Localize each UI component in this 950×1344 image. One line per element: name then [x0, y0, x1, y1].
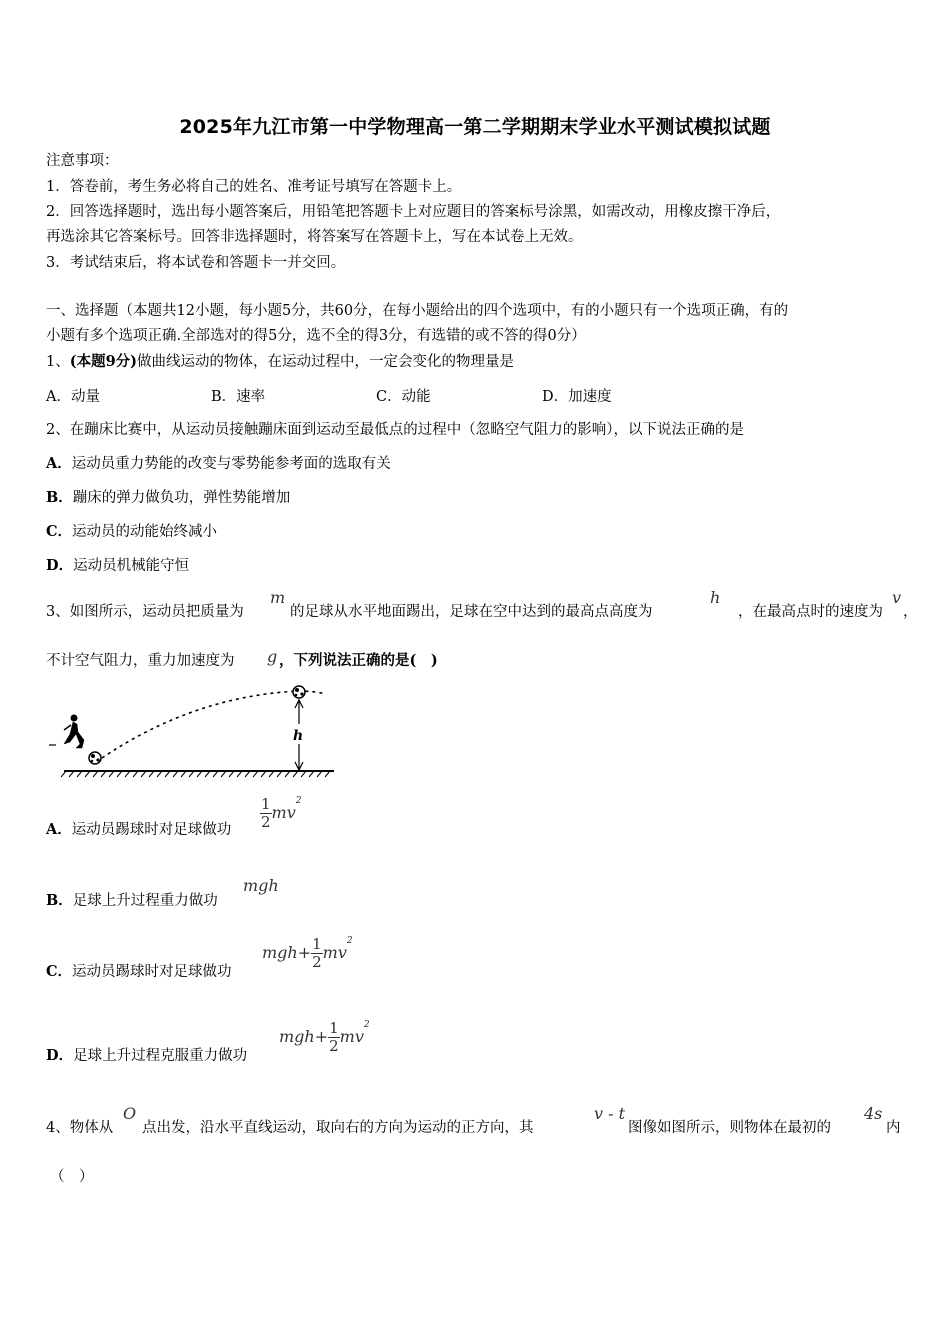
notice-item-3: 3．考试结束后，将本试卷和答题卡一并交回。: [46, 255, 346, 271]
question-4-stem-part4: 内: [886, 1120, 901, 1136]
option-label: C．: [46, 963, 73, 980]
question-2-option-b[interactable]: [46, 488, 290, 508]
option-text: 蹦床的弹力做负功，弹性势能增加: [72, 490, 291, 506]
formula-mv: mv: [339, 1027, 364, 1046]
numerator: 1: [329, 1019, 339, 1037]
formula-d: [279, 1020, 370, 1055]
formula-mv: mv: [271, 803, 296, 822]
question-1-option-b[interactable]: B．速率: [211, 389, 266, 405]
question-1-score: (本题9分): [69, 353, 138, 370]
option-label: D．: [46, 557, 74, 574]
question-3-stem-part1: 3、如图所示，运动员把质量为: [46, 604, 244, 620]
exponent: 2: [295, 796, 302, 806]
denominator: 2: [312, 953, 322, 971]
notice-item-2a: 2．回答选择题时，选出每小题答案后，用铅笔把答题卡上对应题目的答案标号涂黑，如需改动，用橡皮擦干净后，: [46, 204, 781, 220]
question-3-stem-part4: ，: [903, 604, 918, 620]
formula-plus: +: [297, 943, 312, 962]
option-label: A．: [46, 821, 72, 838]
fraction-half: [311, 936, 323, 971]
question-3-figure: [44, 678, 336, 778]
question-3-stem-part3: ，在最高点时的速度为: [738, 604, 883, 620]
option-text: 足球上升过程重力做功: [72, 893, 218, 909]
formula-b: mgh: [243, 876, 279, 895]
formula-mv: mv: [322, 943, 347, 962]
question-2-option-c[interactable]: [46, 522, 217, 542]
option-text: 足球上升过程克服重力做功: [73, 1048, 248, 1064]
question-3-option-b[interactable]: [46, 891, 218, 911]
question-4-answer-blank[interactable]: （ ）: [50, 1169, 94, 1185]
question-4-var-4s: 4s: [864, 1104, 883, 1123]
question-3-var-v: v: [892, 588, 902, 607]
page-title: 2025年九江市第一中学物理高一第二学期期末学业水平测试模拟试题: [179, 116, 771, 138]
question-3-var-m: m: [270, 588, 286, 607]
notice-item-1: 1．答卷前，考生务必将自己的姓名、准考证号填写在答题卡上。: [46, 179, 462, 195]
question-1-number: 1、: [46, 354, 70, 370]
option-label: C．: [46, 523, 73, 540]
question-3-var-g: g: [267, 647, 278, 666]
formula-c: [262, 936, 353, 971]
numerator: 1: [261, 795, 271, 813]
formula-mgh: mgh: [262, 943, 298, 962]
question-3-var-h: h: [710, 588, 721, 607]
section-heading-line1: 一、选择题（本题共12小题，每小题5分，共60分，在每小题给出的四个选项中，有的小题只有一个选项正确，有的: [46, 303, 789, 319]
fraction-half: [328, 1020, 340, 1055]
question-4-var-o: O: [123, 1104, 137, 1123]
fraction-half: [260, 796, 272, 831]
question-4-stem-part2: 点出发，沿水平直线运动，取向右的方向为运动的正方向，其: [142, 1120, 534, 1136]
height-label: h: [293, 728, 304, 744]
notice-item-2b: 再选涂其它答案标号。回答非选择题时，将答案写在答题卡上，写在本试卷上无效。: [46, 229, 583, 245]
question-1-option-a[interactable]: A．动量: [46, 389, 100, 405]
question-1-option-c[interactable]: C．动能: [376, 389, 431, 405]
question-4-stem-part1: 4、物体从: [46, 1120, 114, 1136]
question-1-stem: [46, 352, 514, 372]
formula-plus: +: [314, 1027, 329, 1046]
option-label: A．: [46, 455, 72, 472]
denominator: 2: [261, 813, 271, 831]
formula-mgh: mgh: [279, 1027, 315, 1046]
option-text: 运动员的动能始终减小: [72, 524, 218, 540]
section-heading-line2: 小题有多个选项正确.全部选对的得5分，选不全的得3分，有选错的或不答的得0分）: [46, 328, 586, 344]
numerator: 1: [312, 935, 322, 953]
question-3-stem-part5: 不计空气阻力，重力加速度为: [46, 653, 235, 669]
exponent: 2: [363, 1020, 370, 1030]
question-3-option-a[interactable]: [46, 820, 231, 840]
ball-trajectory: [102, 691, 326, 758]
option-text: 运动员踢球时对足球做功: [72, 964, 232, 980]
ball-ground-icon: [89, 752, 101, 764]
question-2-option-d[interactable]: [46, 556, 189, 576]
option-text: 运动员机械能守恒: [73, 558, 190, 574]
player-icon: [49, 715, 84, 748]
question-2-option-a[interactable]: [46, 454, 391, 474]
option-label: D．: [46, 1047, 74, 1064]
question-4-stem-part3: 图像如图所示，则物体在最初的: [628, 1120, 831, 1136]
question-3-option-c[interactable]: [46, 962, 232, 982]
option-text: 运动员踢球时对足球做功: [71, 822, 232, 838]
question-2-stem: 2、在蹦床比赛中，从运动员接触蹦床面到运动至最低点的过程中（忽略空气阻力的影响），以下说法正确的是: [46, 422, 744, 438]
option-label: B．: [46, 489, 73, 506]
question-3-stem-part6: [279, 651, 438, 671]
question-1-option-d[interactable]: D．加速度: [542, 389, 612, 405]
question-4-var-vt: v - t: [594, 1104, 626, 1123]
question-3-option-d[interactable]: [46, 1046, 247, 1066]
option-text: 运动员重力势能的改变与零势能参考面的选取有关: [71, 456, 391, 472]
question-1-text: 做曲线运动的物体，在运动过程中，一定会变化的物理量是: [137, 354, 515, 370]
option-label: B．: [46, 892, 73, 909]
question-3-prompt: ，下列说法正确的是( ): [279, 652, 438, 669]
question-3-stem-part2: 的足球从水平地面踢出，足球在空中达到的最高点高度为: [290, 604, 653, 620]
exponent: 2: [346, 936, 353, 946]
notice-heading: 注意事项：: [46, 153, 119, 169]
ball-top-icon: [293, 686, 305, 698]
formula-a: [260, 796, 302, 831]
denominator: 2: [329, 1037, 339, 1055]
